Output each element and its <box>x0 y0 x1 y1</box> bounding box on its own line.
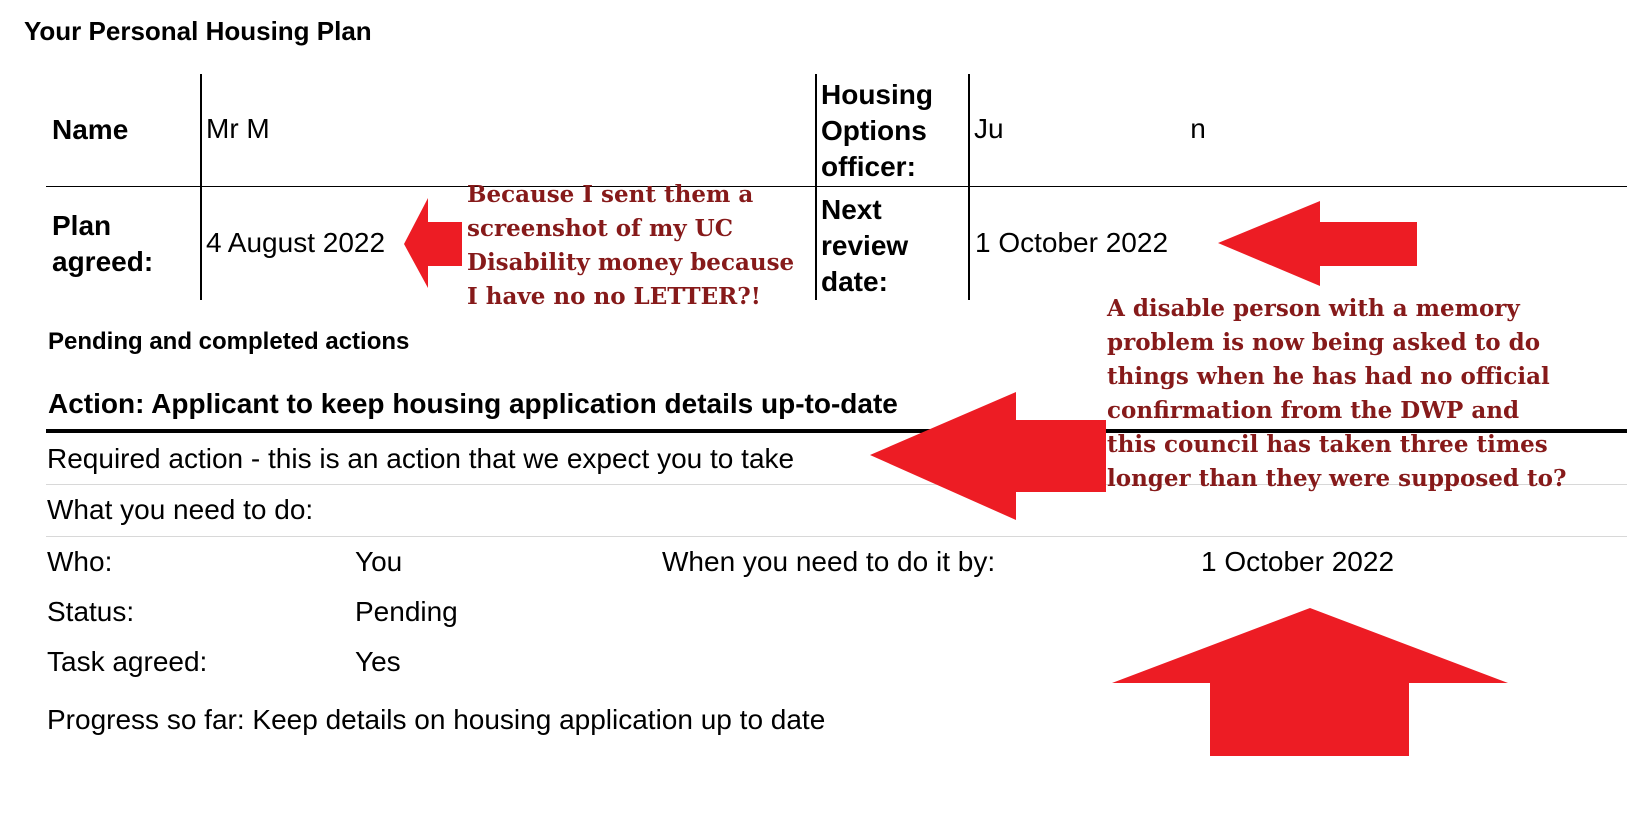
task-agreed-label: Task agreed: <box>47 646 208 677</box>
page-title: Your Personal Housing Plan <box>24 16 372 46</box>
progress-text: Progress so far: Keep details on housing application up to date <box>47 704 826 735</box>
plan-agreed-label: Plan agreed: <box>52 210 154 277</box>
when-label: When you need to do it by: <box>662 546 996 577</box>
arrow-left-small <box>404 198 462 288</box>
plan-agreed-value: 4 August 2022 <box>206 227 386 258</box>
who-value: You <box>355 546 403 577</box>
officer-label: Housing Options officer: <box>821 79 933 182</box>
who-label: Who: <box>47 546 113 577</box>
arrow-up-date <box>1112 608 1508 756</box>
required-action-text: Required action - this is an action that we expect you to take <box>47 443 795 474</box>
status-value: Pending <box>355 596 458 627</box>
annotation-note-2: A disable person with a memory problem is now being asked to do things when he has had no official confirmation from the DWP and this council has taken three times longer than they were supposed to? <box>1107 295 1567 492</box>
next-review-value: 1 October 2022 <box>975 227 1169 258</box>
action-title: Action: Applicant to keep housing application details up-to-date <box>48 388 898 419</box>
officer-value: Ju n <box>974 113 1206 144</box>
name-value: Mr M <box>206 113 270 144</box>
name-label: Name <box>52 114 129 145</box>
arrow-left-required <box>870 392 1106 520</box>
when-value: 1 October 2022 <box>1201 546 1395 577</box>
annotation-note-1: Because I sent them a screenshot of my UC Disability money because I have no no LETTER?! <box>467 181 795 310</box>
status-label: Status: <box>47 596 135 627</box>
arrow-left-review <box>1218 201 1417 286</box>
task-agreed-value: Yes <box>355 646 401 677</box>
what-label: What you need to do: <box>47 494 314 525</box>
next-review-label: Next review date: <box>821 194 909 297</box>
section-heading: Pending and completed actions <box>48 328 410 355</box>
